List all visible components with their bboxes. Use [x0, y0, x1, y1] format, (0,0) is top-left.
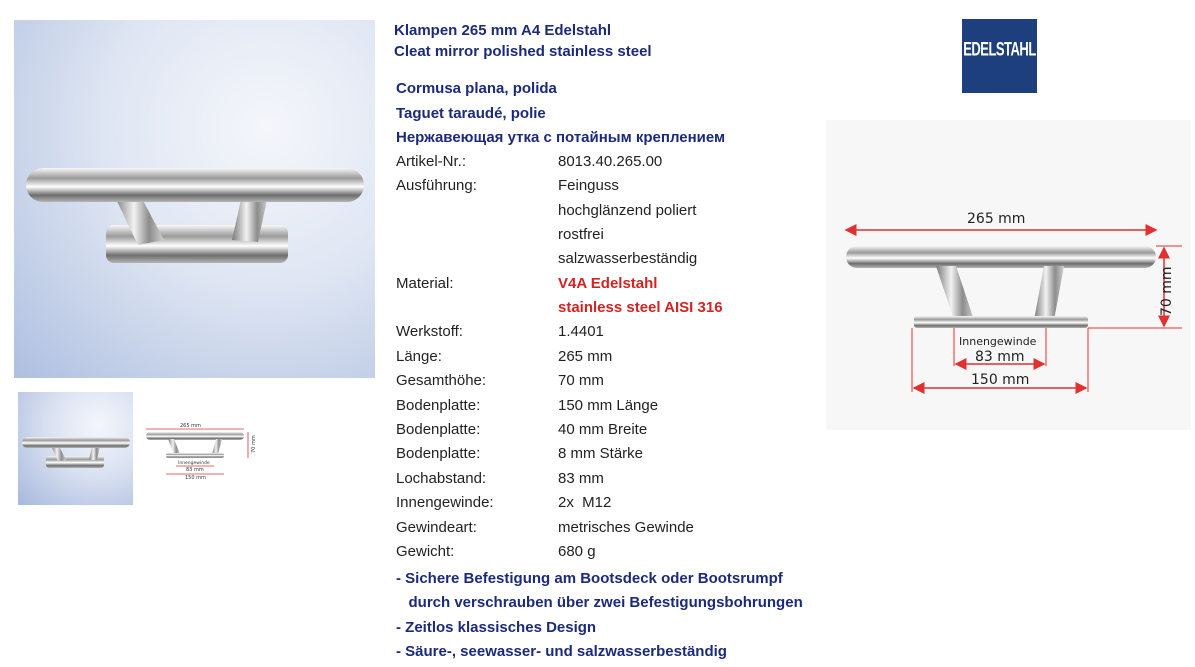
spec-value-base-length: 150 mm Länge — [558, 397, 659, 414]
spec-label-finish: Ausführung: — [396, 177, 477, 194]
spec-value-weight: 680 g — [558, 543, 596, 560]
thumbnail-photo[interactable] — [18, 392, 133, 505]
spec-label-base-thickness: Bodenplatte: — [396, 445, 481, 462]
title-french: Taguet taraudé, polie — [396, 105, 546, 122]
spec-value-thread: 2x M12 — [558, 494, 612, 511]
spec-value-length: 265 mm — [558, 348, 613, 365]
spec-value-hole-spacing: 83 mm — [558, 470, 604, 487]
thumb-height-label: 70 mm — [251, 435, 257, 453]
feature-item: - Sichere Befestigung am Bootsdeck oder Bootsrumpf — [396, 570, 783, 587]
spec-label-thread-type: Gewindeart: — [396, 519, 477, 536]
product-main-image — [14, 20, 375, 378]
spec-label-weight: Gewicht: — [396, 543, 455, 560]
spec-value-article-no: 8013.40.265.00 — [558, 153, 663, 170]
spec-label-base-width: Bodenplatte: — [396, 421, 481, 438]
thumb-hole-spacing-label: 83 mm — [186, 467, 204, 473]
spec-label-material: Material: — [396, 275, 454, 292]
feature-item: durch verschrauben über zwei Befestigungsbohrungen — [396, 594, 803, 611]
spec-value-finish-1: Feinguss — [558, 177, 619, 194]
spec-value-thread-type: metrisches Gewinde — [558, 519, 694, 536]
spec-label-thread: Innengewinde: — [396, 494, 494, 511]
dimension-hole-spacing-label: 83 mm — [975, 349, 1025, 365]
spec-value-finish-2: hochglänzend poliert — [558, 202, 697, 219]
thumbnail-drawing[interactable] — [140, 392, 255, 505]
feature-item: - Säure-, seewasser- und salzwasserbeständig — [396, 643, 727, 660]
spec-value-base-thickness: 8 mm Stärke — [558, 445, 644, 462]
spec-label-article-no: Artikel-Nr.: — [396, 153, 467, 170]
spec-label-werkstoff: Werkstoff: — [396, 323, 463, 340]
spec-value-werkstoff: 1.4401 — [558, 323, 604, 340]
spec-value-finish-4: salzwasserbeständig — [558, 250, 698, 267]
spec-value-material-1: V4A Edelstahl — [558, 275, 658, 292]
edelstahl-logo — [962, 19, 1037, 93]
spec-label-hole-spacing: Lochabstand: — [396, 470, 487, 487]
title-portuguese: Cormusa plana, polida — [396, 80, 557, 97]
title-russian: Нержавеющая утка с потайным креплением — [396, 129, 726, 146]
dimension-base-label: 150 mm — [971, 372, 1030, 388]
spec-value-height: 70 mm — [558, 372, 604, 389]
title-german: Klampen 265 mm A4 Edelstahl — [394, 22, 612, 39]
logo-text: EDELSTAHL — [963, 37, 1036, 60]
feature-item: - Zeitlos klassisches Design — [396, 619, 597, 636]
thumb-base-label: 150 mm — [185, 475, 206, 481]
title-english: Cleat mirror polished stainless steel — [394, 43, 652, 60]
dimension-height-label: 70 mm — [1159, 266, 1175, 316]
spec-label-length: Länge: — [396, 348, 442, 365]
spec-value-base-width: 40 mm Breite — [558, 421, 648, 438]
spec-value-finish-3: rostfrei — [558, 226, 604, 243]
dimension-thread-label: Innengewinde — [959, 335, 1037, 348]
spec-label-base-length: Bodenplatte: — [396, 397, 481, 414]
spec-label-height: Gesamthöhe: — [396, 372, 487, 389]
thumb-length-label: 265 mm — [180, 423, 201, 429]
spec-value-material-2: stainless steel AISI 316 — [558, 299, 723, 316]
thumb-thread-label: Innengewinde — [178, 461, 210, 466]
dimension-length-label: 265 mm — [967, 211, 1026, 227]
dimension-drawing — [826, 120, 1191, 430]
